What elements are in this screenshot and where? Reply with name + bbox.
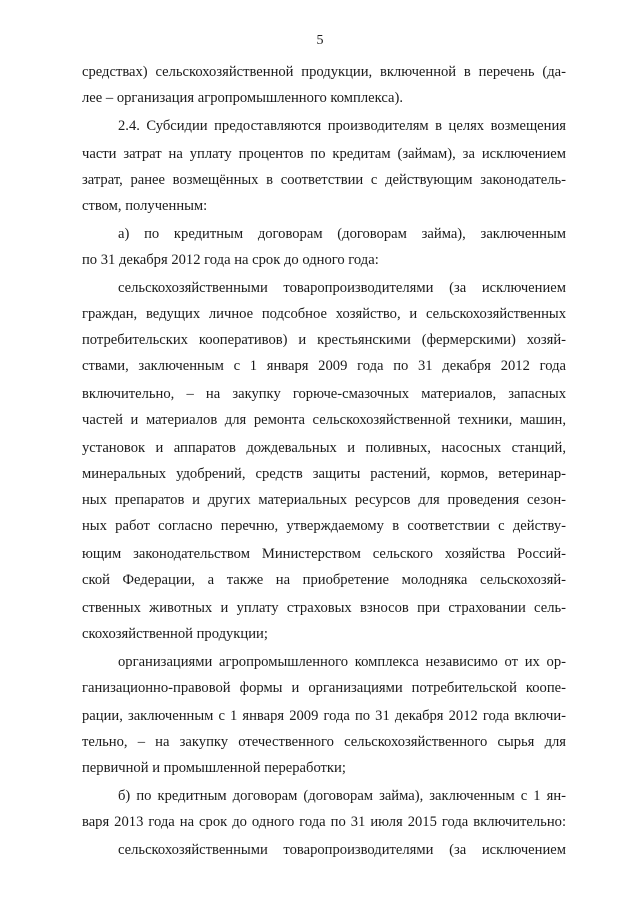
text-line: варя 2013 года на срок до одного года по 31 июля 2015 года включительно: xyxy=(82,814,566,830)
text-line: ных препаратов и других материальных ресурсов для проведения сезон- xyxy=(82,492,566,508)
text-line: ющим законодательством Министерством сельского хозяйства Россий- xyxy=(82,546,566,562)
text-line: а) по кредитным договорам (договорам займа), заключенным xyxy=(118,226,566,242)
text-line: ганизационно-правовой формы и организациями потребительской коопе- xyxy=(82,680,566,696)
text-line: части затрат на уплату процентов по кредитам (займам), за исключением xyxy=(82,146,566,162)
text-line: затрат, ранее возмещённых в соответствии с действующим законодатель- xyxy=(82,172,566,188)
text-line: скохозяйственной продукции; xyxy=(82,626,268,642)
text-line: потребительских кооперативов) и крестьянскими (фермерскими) хозяй- xyxy=(82,332,566,348)
text-line: ственных животных и уплату страховых взносов при страховании сель- xyxy=(82,600,566,616)
text-line: включительно, – на закупку горюче-смазочных материалов, запасных xyxy=(82,386,566,402)
text-line: частей и материалов для ремонта сельскохозяйственной техники, машин, xyxy=(82,412,566,428)
page-number: 5 xyxy=(316,33,324,48)
text-line: первичной и промышленной переработки; xyxy=(82,760,346,776)
text-line: тельно, – на закупку отечественного сельскохозяйственного сырья для xyxy=(82,734,566,750)
text-line: сельскохозяйственными товаропроизводителями (за исключением xyxy=(118,842,566,858)
text-line: ствами, заключенным с 1 января 2009 года по 31 декабря 2012 года xyxy=(82,358,566,374)
text-line: рации, заключенным с 1 января 2009 года по 31 декабря 2012 года включи- xyxy=(82,708,566,724)
text-line: минеральных удобрений, средств защиты растений, кормов, ветеринар- xyxy=(82,466,566,482)
text-line: организациями агропромышленного комплекса независимо от их ор- xyxy=(118,654,566,670)
text-line: лее – организация агропромышленного комплекса). xyxy=(82,90,403,106)
text-line: 2.4. Субсидии предоставляются производителям в целях возмещения xyxy=(118,118,566,134)
text-line: б) по кредитным договорам (договорам займа), заключенным с 1 ян- xyxy=(118,788,566,804)
text-line: установок и аппаратов дождевальных и поливных, насосных станций, xyxy=(82,440,566,456)
text-line: ской Федерации, а также на приобретение молодняка сельскохозяй- xyxy=(82,572,566,588)
text-line: средствах) сельскохозяйственной продукции, включенной в перечень (да- xyxy=(82,64,566,80)
text-line: граждан, ведущих личное подсобное хозяйство, и сельскохозяйственных xyxy=(82,306,566,322)
text-line: сельскохозяйственными товаропроизводителями (за исключением xyxy=(118,280,566,296)
text-line: ством, полученным: xyxy=(82,198,208,214)
text-line: ных работ согласно перечню, утверждаемому в соответствии с действу- xyxy=(82,518,566,534)
text-line: по 31 декабря 2012 года на срок до одного года: xyxy=(82,252,379,268)
